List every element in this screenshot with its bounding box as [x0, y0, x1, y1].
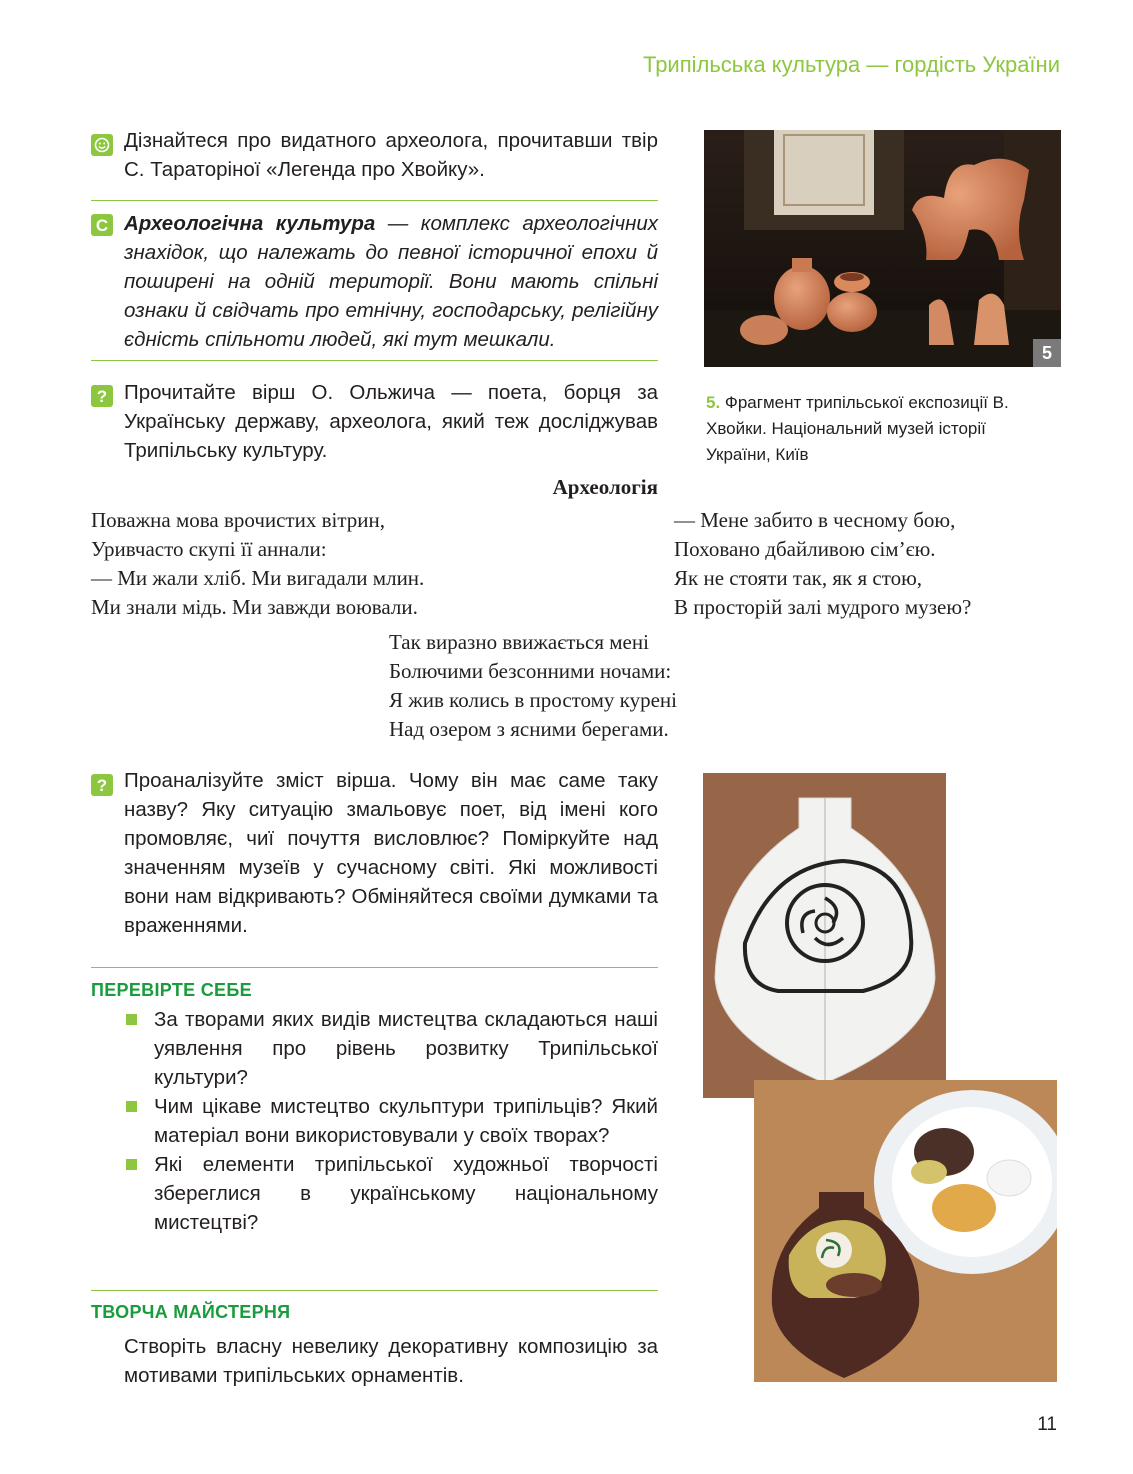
list-item-text: Чим цікаве мистецтво скульптури трипільців? Який матеріал вони використовували у своїх творах? — [154, 1095, 658, 1147]
poem-stanza-3 — [389, 628, 677, 744]
definition-term: Археологічна культура — [124, 212, 376, 235]
question-marker: ? — [91, 774, 113, 796]
poem-stanza-1 — [91, 506, 424, 622]
question-marker: ? — [91, 385, 113, 407]
caption-number: 5. — [706, 393, 721, 412]
poem-line: Поховано дбайливою сім’єю. — [674, 537, 936, 561]
definition-body: — комплекс археологічних знахідок, що належать до певної історичної епохи й поширені на одній території. Вони мають спільні ознаки й свідчать про етнічну, господарську, релігійну єдність спільноти людей, які тут мешкали. — [124, 212, 659, 351]
list-item-text: За творами яких видів мистецтва складаються наші уявлення про рівень розвитку Трипільської культури? — [154, 1008, 658, 1089]
poem-title: Археологія — [552, 475, 658, 499]
paper-template-photo — [703, 773, 946, 1098]
running-head: Трипільська культура — гордість України — [642, 52, 1060, 77]
poem-stanza-2 — [674, 506, 971, 622]
poem-line: — Ми жали хліб. Ми вигадали млин. — [91, 566, 425, 590]
page-number: 11 — [1037, 1414, 1057, 1435]
poem-line: Уривчасто скупі її аннали: — [91, 537, 327, 561]
definition-marker: С — [91, 214, 113, 236]
smiley-icon — [91, 134, 113, 156]
museum-exhibit-photo — [704, 130, 1061, 367]
poem-line: Над озером з ясними берегами. — [389, 717, 669, 741]
divider — [91, 1290, 658, 1291]
poem-line: Ми знали мідь. Ми завжди воювали. — [91, 595, 418, 619]
list-item — [126, 1092, 658, 1150]
poem-line: Як не стояти так, як я стою, — [674, 566, 923, 590]
poem-line: Поважна мова врочистих вітрин, — [91, 508, 386, 532]
question1-text: Прочитайте вірш О. Ольжича — поета, борця за Українську державу, археолога, який теж досліджував Трипільську культуру. — [124, 381, 658, 462]
figure-caption — [706, 390, 1051, 468]
poem-line: Болючими безсонними ночами: — [389, 659, 672, 683]
intro-text: Дізнайтеся про видатного археолога, прочитавши твір С. Тараторіної «Легенда про Хвойку». — [124, 129, 658, 181]
definition-text — [124, 209, 658, 354]
divider — [91, 200, 658, 201]
figure-badge: 5 — [1033, 339, 1061, 367]
finished-composition-photo — [754, 1080, 1057, 1382]
check-heading: ПЕРЕВІРТЕ СЕБЕ — [91, 980, 252, 1000]
divider — [91, 360, 658, 361]
divider — [91, 967, 658, 968]
check-list — [126, 1005, 658, 1237]
question2-text: Проаналізуйте зміст вірша. Чому він має саме таку назву? Яку ситуацію змальовує поет, від імені кого промовляє, чиї почуття висловлює? Поміркуйте над значенням музеїв у сучасному світі. Які можливості вони нам відкривають? Обміняйтеся своїми думками та враженнями. — [124, 769, 658, 937]
poem-line: В просторій залі мудрого музею? — [674, 595, 972, 619]
list-item-text: Які елементи трипільської художньої творчості збереглися в українському національному мистецтві? — [154, 1153, 658, 1234]
list-item — [126, 1005, 658, 1092]
workshop-text: Створіть власну невелику декоративну композицію за мотивами трипільських орнаментів. — [124, 1335, 658, 1387]
list-item — [126, 1150, 658, 1237]
poem-line: Так виразно ввижається мені — [389, 630, 649, 654]
poem-line: — Мене забито в чесному бою, — [674, 508, 956, 532]
poem-line: Я жив колись в простому курені — [389, 688, 677, 712]
caption-text: Фрагмент трипільської експозиції В. Хвойки. Національний музей історії України, Київ — [706, 393, 1009, 464]
workshop-heading: ТВОРЧА МАЙСТЕРНЯ — [91, 1302, 291, 1322]
